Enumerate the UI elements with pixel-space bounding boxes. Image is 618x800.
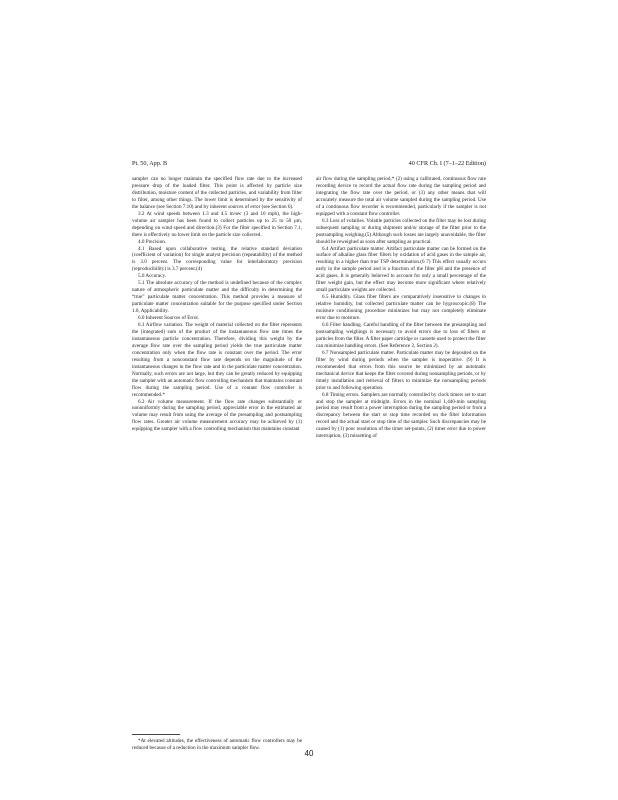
header-section-label: Pt. 50, App. B	[132, 160, 168, 167]
running-header	[132, 160, 486, 172]
paragraph: 6.1 Airflow variation. The weight of material collected on the filter represents the (integrated) sum of the product of the instantaneous flow rate times the instantaneous particle concentration. Therefore, dividing this weight by the average flow rate over the sampling period yields the true particulate matter concentration only when the flow rate is constant over the period. The error resulting from a nonconstant flow rate depends on the magnitude of the instantaneous changes in the flow rate and in the particulate matter concentration. Normally, such errors are not large, but they can be greatly reduced by equipping the sampler with an automatic flow controlling mechanism that maintains constant flow during the sampling period. Use of a contant flow controller is recommended.*	[132, 322, 302, 398]
paragraph: 5.1 The absolute accuracy of the method is undefined because of the complex nature of atmospheric particulate matter and the difficulty in determining the “true” particulate matter concentration. This method provides a measure of particulate matter concentration suitable for the purpose specified under Section 1.0, Applicability.	[132, 280, 302, 315]
header-title-edition: 40 CFR Ch. I (7–1–22 Edition)	[408, 160, 486, 167]
section-heading: 6.0 Inherent Sources of Error.	[138, 315, 200, 322]
paragraph: 6.4 Artifact particulate matter. Artifact particulate matter can be formed on the surface of alkaline glass fiber filters by oxidation of acid gases in the sample air, resulting in a higher than true TSP determination.(6 7) This effect usually occurs early in the sample period and is a function of the filter pH and the presence of acid gases. It is generally believed to account for only a small percentage of the filter weight gain, but the effect may become more significant where relatively small particulate weights are collected.	[316, 245, 486, 294]
right-text-column	[316, 176, 486, 786]
paragraph: air flow during the sampling period,* (2) using a calibrated, continuous flow rate recording device to record the actual flow rate during the sampling period and integrating the flow rate over the period, or (3) any other means that will accurately measure the total air volume sampled during the sampling period. Use of a continuous flow recorder is recommended, particularly if the sampler is not equipped with a constant flow controller.	[316, 176, 486, 217]
section-heading: 5.0 Accuracy.	[138, 273, 167, 280]
paragraph: 4.1 Based upon collaborative testing, the relative standard deviation (coefficient of variation) for single analyst precision (repeatability) of the method is 3.0 percent. The corresponding value for interlaboratory precision (reproducibility) is 3.7 percent.(4)	[132, 245, 302, 273]
page-number: 40	[304, 749, 314, 758]
paragraph: 6.5 Humidity. Glass fiber filters are comparatively insensitive to changes in relative humidity, but collected particulate matter can be hygroscopic.(8) The moisture conditioning procedure minimizes but may not completely eliminate error due to moisture.	[316, 294, 486, 322]
paragraph: 6.3 Loss of volatiles. Volatile particles collected on the filter may be lost during subsequent sampling or during shipment and/or storage of the filter prior to the postsampling weighing.(5) Although such losses are largely unavoidable, the filter should be reweighed as soon after sampling as practical.	[316, 217, 486, 245]
footnote-text: *At elevated altitudes, the effectiveness of automatic flow controllers may be reduced because of a reduction in the maximum sampler flow.	[132, 738, 302, 751]
paragraph: sampler can no longer maintain the specified flow rate due to the increased pressure drop of the loaded filter. This point is affected by particle size distribution, moisture content of the collected particles, and variability from filter to filter, among other things. The lower limit is determined by the sensitivity of the balance (see Section 7.10) and by inherent sources of error (see Section 6).	[132, 176, 302, 210]
paragraph: 6.6 Filter handling. Careful handling of the filter between the presampling and postsampling weighings is necessary to avoid errors due to loss of fibers or particles from the filter. A filter paper cartridge or cassette used to protect the filter can minimize handling errors. (See Reference 2, Section 2).	[316, 322, 486, 349]
left-text-column	[132, 176, 302, 686]
paragraph: 3.2 At wind speeds between 1.3 and 4.5 m/sec (3 and 10 mph), the high-volume air sampler has been found to collect particles up to 25 to 50 μm, depending on wind speed and direction.(3) For the filter specified in Section 7.1, there is effectively no lower limit on the particle size collected.	[132, 210, 302, 238]
footnote-divider	[132, 734, 180, 735]
paragraph: 6.7 Nonsampled particulate matter. Particulate matter may be deposited on the filter by wind during periods when the sampler is inoperative. (9) It is recommended that errors from this source be minimized by an automatic mechanical device that keeps the filter covered during nonsampling periods, or by timely installation and retrieval of filters to minimize the nonsampling periods prior to and following operation.	[316, 349, 486, 391]
paragraph: 6.2 Air volume measurement. If the flow rate changes substantially or nonuniformly during the sampling period, appreciable error in the estimated air volume may result from using the average of the presampling and postsampling flow rates. Greater air volume measurement accuracy may be achieved by (1) equipping the sampler with a flow controlling mechanism that maintains constant	[132, 398, 302, 433]
section-heading: 4.0 Precision.	[138, 238, 167, 245]
paragraph: 6.8 Timing errors. Samplers are normally controlled by clock timers set to start and stop the sampler at midnight. Errors in the nominal 1,440-min sampling period may result from a power interruption during the sampling period or from a discrepancy between the start or stop time recorded on the filter information record and the actual start or stop time of the sampler. Such discrepancies may be caused by (1) poor resolution of the timer set-points, (2) timer error due to power interruption, (3) missetting of	[316, 391, 486, 440]
